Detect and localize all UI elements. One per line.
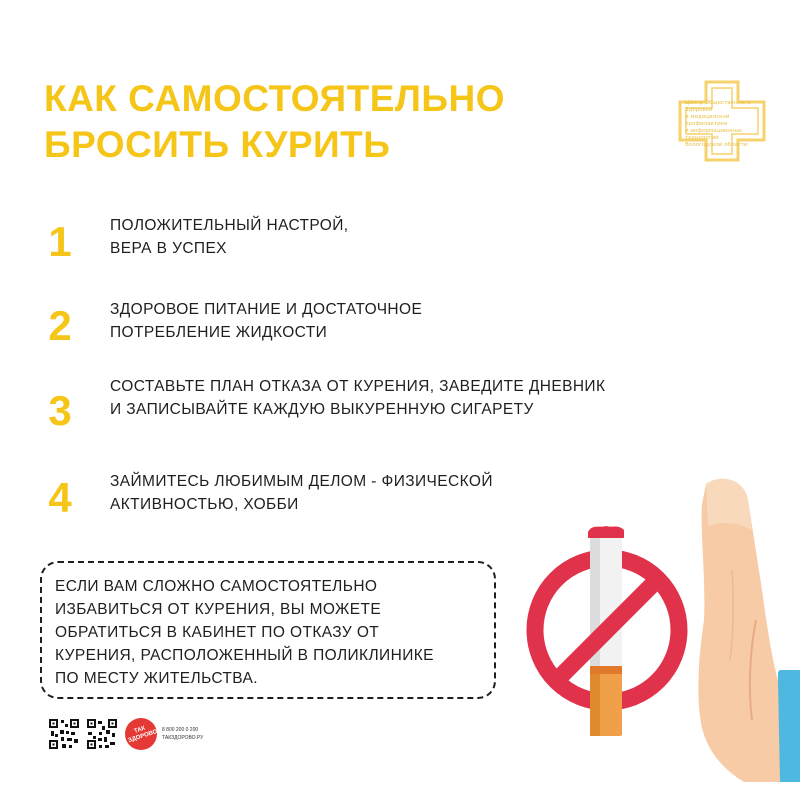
footer — [48, 718, 248, 752]
step-text: ПОЛОЖИТЕЛЬНЫЙ НАСТРОЙ, ВЕРА В УСПЕХ — [110, 217, 349, 257]
qr-code-icon[interactable] — [86, 718, 118, 750]
step-1 — [40, 214, 640, 274]
clinic-note-box — [40, 561, 496, 699]
organization-logo — [676, 78, 768, 164]
step-text: СОСТАВЬТЕ ПЛАН ОТКАЗА ОТ КУРЕНИЯ, ЗАВЕДИТЕ ДНЕВНИК И ЗАПИСЫВАЙТЕ КАЖДУЮ ВЫКУРЕННУЮ СИГАРЕТУ — [110, 378, 606, 418]
step-number: 2 — [48, 302, 72, 349]
step-text: ЗДОРОВОЕ ПИТАНИЕ И ДОСТАТОЧНОЕ ПОТРЕБЛЕНИЕ ЖИДКОСТИ — [110, 301, 423, 341]
footer-contact-info: 8 800 200 0 200 ТАКЗДОРОВО.РУ — [162, 727, 204, 741]
badge-text: ТАК ЗДОРОВО — [127, 725, 159, 745]
logo-text: Центр Общественного Здоровья и медицинской профилактики и информационных технологий Вологодской области — [685, 100, 751, 148]
clinic-note-text: ЕСЛИ ВАМ СЛОЖНО САМОСТОЯТЕЛЬНО ИЗБАВИТЬСЯ ОТ КУРЕНИЯ, ВЫ МОЖЕТЕ ОБРАТИТЬСЯ В КАБИНЕТ ПО ОТКАЗУ ОТ КУРЕНИЯ, РАСПОЛОЖЕННЫЙ В ПОЛИКЛИНИКЕ ПО МЕСТУ ЖИТЕЛЬСТВА. — [55, 578, 434, 687]
qr-code-icon[interactable] — [48, 718, 80, 750]
takzdorovo-logo — [125, 718, 157, 750]
step-number: 1 — [48, 218, 72, 265]
step-number: 3 — [48, 387, 72, 434]
sleeve-icon — [778, 670, 800, 782]
step-number: 4 — [48, 474, 72, 521]
title-line-1: КАК САМОСТОЯТЕЛЬНО — [44, 78, 505, 119]
page-title — [44, 76, 505, 168]
step-text: ЗАЙМИТЕСЬ ЛЮБИМЫМ ДЕЛОМ - ФИЗИЧЕСКОЙ АКТИВНОСТЬЮ, ХОББИ — [110, 473, 493, 513]
step-3 — [40, 375, 640, 435]
step-2 — [40, 298, 640, 358]
stop-hand-icon — [698, 479, 780, 782]
no-smoking-illustration — [520, 470, 800, 800]
title-line-2: БРОСИТЬ КУРИТЬ — [44, 124, 391, 165]
